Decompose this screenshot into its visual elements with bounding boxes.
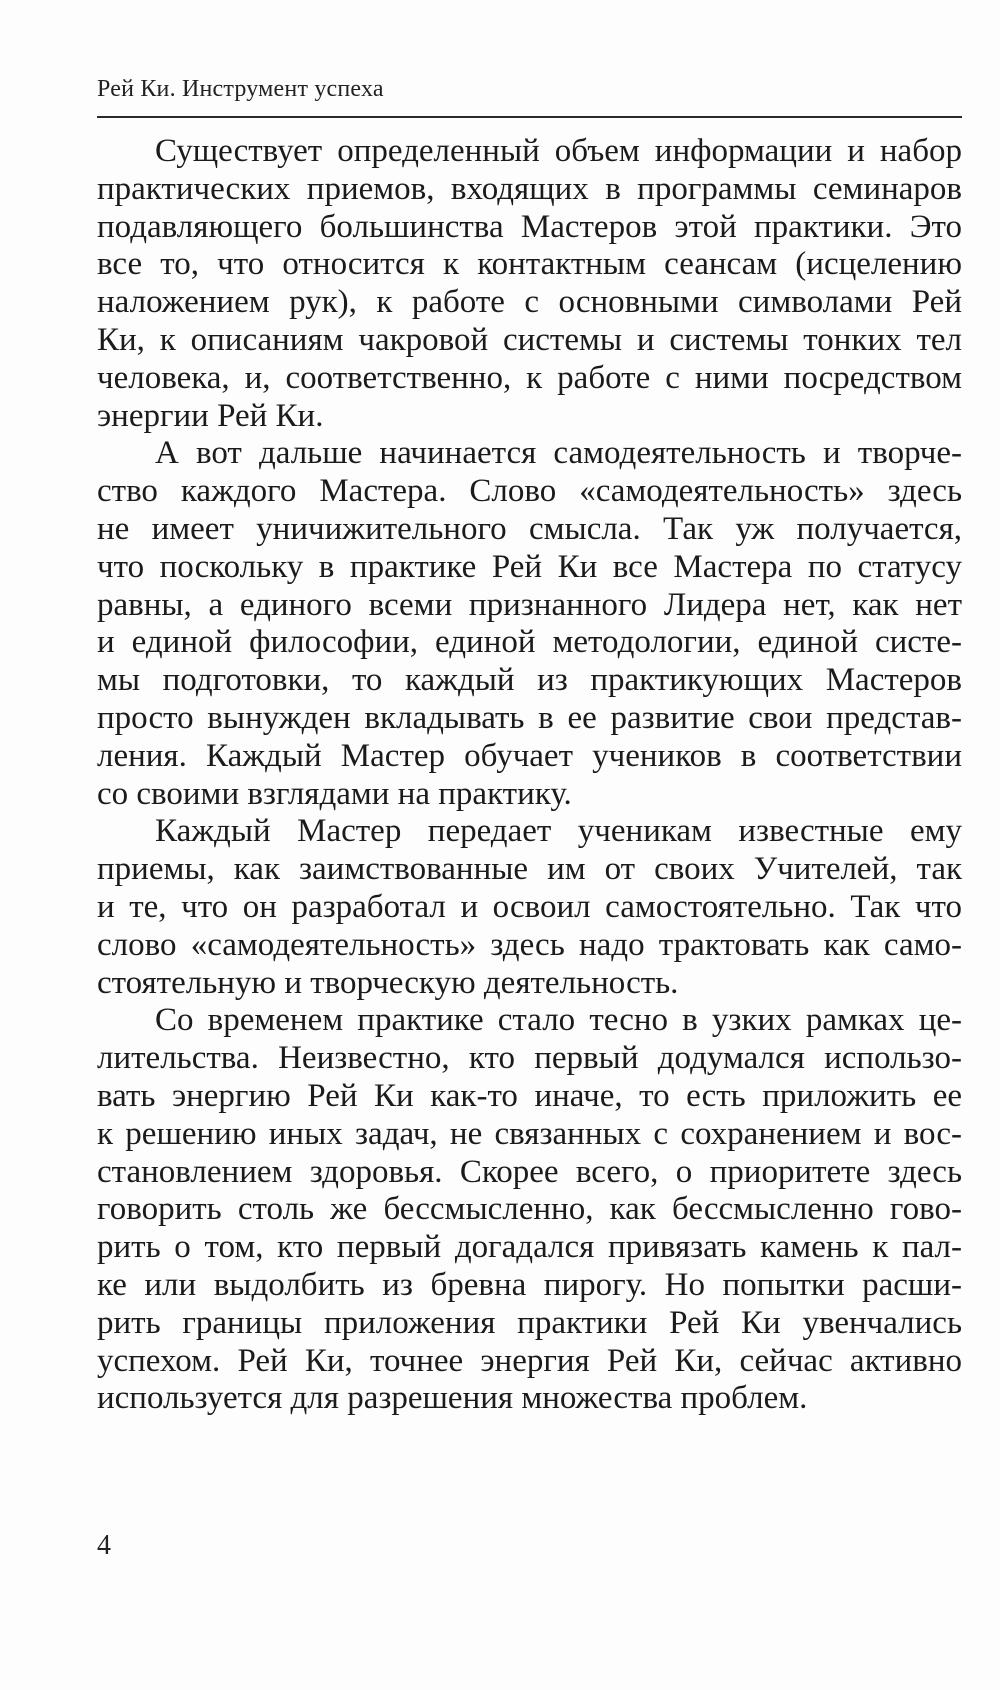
paragraph-2 <box>97 435 962 813</box>
paragraph-1 <box>97 133 962 435</box>
page-number: 4 <box>97 1530 111 1561</box>
text-line: Со временем практике стало тесно в узких рамках це- <box>155 1002 962 1039</box>
text-line: А вот дальше начинается самодеятельность и творче- <box>155 435 962 472</box>
text-line: рить границы приложения практики Рей Ки увенчались <box>97 1304 962 1341</box>
text-line: стоятельную и творческую деятельность. <box>97 964 679 1001</box>
paragraph-3 <box>97 813 962 1002</box>
text-line: все то, что относится к контактным сеансам (исцелению <box>97 246 962 283</box>
text-line: Ки, к описаниям чакровой системы и системы тонких тел <box>97 321 962 358</box>
text-line: подавляющего большинства Мастеров этой практики. Это <box>97 208 962 245</box>
text-line: Каждый Мастер передает ученикам известные ему <box>155 813 962 850</box>
text-line: равны, а единого всеми признанного Лидера нет, как нет <box>97 586 962 623</box>
text-line: вать энергию Рей Ки как-то иначе, то есть приложить ее <box>97 1077 962 1114</box>
text-line: ство каждого Мастера. Слово «самодеятельность» здесь <box>97 473 962 510</box>
text-line: со своими взглядами на практику. <box>97 775 572 812</box>
text-line: не имеет уничижительного смысла. Так уж получается, <box>97 510 962 547</box>
running-header: Рей Ки. Инструмент успеха <box>97 76 384 102</box>
text-line: просто вынужден вкладывать в ее развитие свои представ- <box>97 699 962 736</box>
header-rule <box>97 116 962 118</box>
text-line: рить о том, кто первый догадался привязать камень к пал- <box>97 1229 962 1266</box>
text-line: слово «самодеятельность» здесь надо трактовать как само- <box>97 926 962 963</box>
text-line: и единой философии, единой методологии, единой систе- <box>97 624 962 661</box>
text-line: приемы, как заимствованные им от своих Учителей, так <box>97 851 962 888</box>
text-line: наложением рук), к работе с основными символами Рей <box>97 284 962 321</box>
text-line: используется для разрешения множества проблем. <box>97 1380 808 1417</box>
text-line: энергии Рей Ки. <box>97 397 324 434</box>
text-line: что поскольку в практике Рей Ки все Мастера по статусу <box>97 548 962 585</box>
text-line: и те, что он разработал и освоил самостоятельно. Так что <box>97 888 962 925</box>
text-line: мы подготовки, то каждый из практикующих Мастеров <box>97 662 962 699</box>
text-line: становлением здоровья. Скорее всего, о приоритете здесь <box>97 1153 962 1190</box>
text-line: ке или выдолбить из бревна пирогу. Но попытки расши- <box>97 1266 962 1303</box>
text-line: лительства. Неизвестно, кто первый додумался использо- <box>97 1040 962 1077</box>
text-line: успехом. Рей Ки, точнее энергия Рей Ки, сейчас активно <box>97 1342 962 1379</box>
text-line: практических приемов, входящих в программы семинаров <box>97 170 962 207</box>
body-text <box>97 133 962 1418</box>
text-line: к решению иных задач, не связанных с сохранением и вос- <box>97 1115 962 1152</box>
text-line: говорить столь же бессмысленно, как бессмысленно гово- <box>97 1191 962 1228</box>
paragraph-4 <box>97 1002 962 1418</box>
text-line: Существует определенный объем информации и набор <box>155 133 962 169</box>
text-line: человека, и, соответственно, к работе с ними посредством <box>97 359 962 396</box>
text-line: ления. Каждый Мастер обучает учеников в соответствии <box>97 737 962 774</box>
